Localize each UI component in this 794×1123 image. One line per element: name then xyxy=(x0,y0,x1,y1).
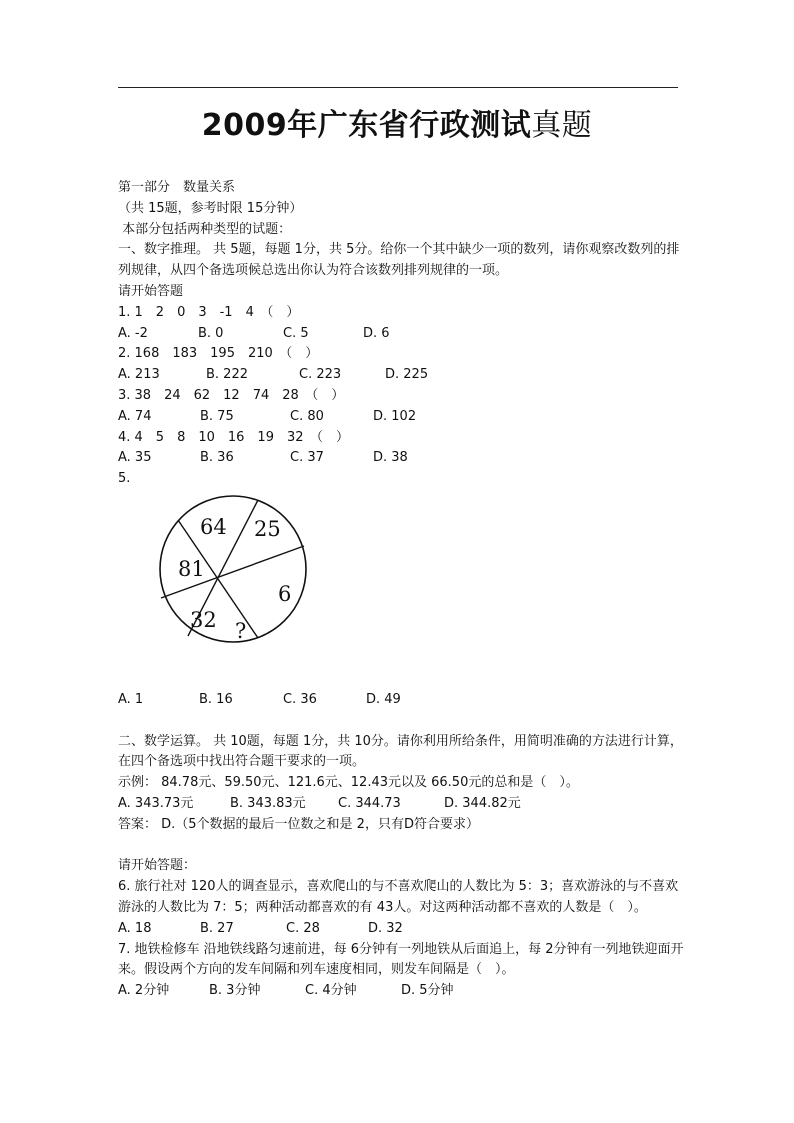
option: B. 75 xyxy=(200,408,234,424)
title-bold: 2009年广东省行政测试 xyxy=(201,108,532,143)
question-5: 5. xyxy=(118,471,131,487)
option: D. 225 xyxy=(385,367,429,383)
segment-label: 32 xyxy=(190,607,217,632)
question-2-options xyxy=(118,365,684,386)
example-answer: 答案： D.（5个数据的最后一位数之和是 2，只有D符合要求） xyxy=(118,816,479,832)
option: D. 49 xyxy=(366,691,401,707)
option: D. 32 xyxy=(368,920,403,936)
option: A. 35 xyxy=(118,450,152,466)
question-5-options xyxy=(118,690,684,711)
question-1-options xyxy=(118,324,684,345)
option: C. 80 xyxy=(290,408,324,424)
segment-label: 25 xyxy=(254,516,281,541)
question-2: 2. 168 183 195 210 （ ） xyxy=(118,346,319,362)
option: D. 344.82元 xyxy=(444,795,521,811)
section1-description: 一、数字推理。 共 5题，每题 1分，共 5分。给你一个其中缺少一项的数列，请你观察改数列的排列规律，从四个备选项候总选出你认为符合该数列排列规律的一项。 xyxy=(118,242,680,279)
option: B. 0 xyxy=(198,325,224,341)
part1-intro: 本部分包括两种类型的试题： xyxy=(118,221,292,237)
option: A. 343.73元 xyxy=(118,795,194,811)
part1-note: （共 15题，参考时限 15分钟） xyxy=(118,200,303,216)
section2-description: 二、数学运算。 共 10题，每题 1分，共 10分。请你利用所给条件，用简明准确的方法进行计算，在四个备选项中找出符合题干要求的一项。 xyxy=(118,733,683,770)
option: D. 102 xyxy=(373,408,417,424)
question-6-options xyxy=(118,919,684,940)
start-prompt: 请开始答题 xyxy=(118,283,184,299)
option: B. 36 xyxy=(200,450,234,466)
option: D. 6 xyxy=(363,325,390,341)
example-question: 示例： 84.78元、59.50元、121.6元、12.43元以及 66.50元的总和是（ ）。 xyxy=(118,775,579,791)
option: B. 16 xyxy=(199,691,233,707)
option: C. 28 xyxy=(286,920,320,936)
question-3-options xyxy=(118,407,684,428)
option: C. 36 xyxy=(283,691,317,707)
question-4-options xyxy=(118,448,684,469)
segment-label: 81 xyxy=(178,556,205,581)
question-4: 4. 4 5 8 10 16 19 32 （ ） xyxy=(118,429,350,445)
option: B. 3分钟 xyxy=(209,983,261,999)
option: B. 27 xyxy=(200,920,234,936)
question-7: 7. 地铁检修车 沿地铁线路匀速前进，每 6分钟有一列地铁从后面追上，每 2分钟有一列地铁迎面开来。假设两个方向的发车间隔和列车速度相同，则发车间隔是（ ）。 xyxy=(118,941,684,978)
option: A. 74 xyxy=(118,408,152,424)
option: A. 18 xyxy=(118,920,152,936)
document-body xyxy=(118,178,684,1002)
option: A. 213 xyxy=(118,367,160,383)
option: C. 223 xyxy=(299,367,342,383)
question-3: 3. 38 24 62 12 74 28 （ ） xyxy=(118,387,345,403)
title-normal: 真题 xyxy=(531,108,593,143)
segment-label: 6 xyxy=(278,581,292,606)
divided-circle-figure xyxy=(158,494,308,644)
question-7-options xyxy=(118,981,684,1002)
option: B. 343.83元 xyxy=(230,795,306,811)
option: B. 222 xyxy=(206,367,248,383)
option: C. 344.73 xyxy=(338,795,401,811)
question-1: 1. 1 2 0 3 -1 4 （ ） xyxy=(118,304,300,320)
question-5-figure xyxy=(118,490,684,690)
question-6: 6. 旅行社对 120人的调查显示，喜欢爬山的与不喜欢爬山的人数比为 5：3；喜欢游泳的与不喜欢游泳的人数比为 7：5；两种活动都喜欢的有 43人。对这两种活动都不喜欢的人数是（ ）。 xyxy=(118,879,679,915)
option: C. 4分钟 xyxy=(305,983,357,999)
example-options xyxy=(118,794,684,815)
option: A. 2分钟 xyxy=(118,983,170,999)
option: A. -2 xyxy=(118,325,148,341)
segment-label: 64 xyxy=(200,514,227,539)
option: C. 5 xyxy=(283,325,309,341)
start-prompt-2: 请开始答题： xyxy=(118,858,197,874)
option: D. 38 xyxy=(373,450,408,466)
option: D. 5分钟 xyxy=(401,983,454,999)
header-rule xyxy=(118,87,678,88)
segment-label: ? xyxy=(235,618,247,643)
option: C. 37 xyxy=(290,450,324,466)
document-title xyxy=(0,100,794,144)
option: A. 1 xyxy=(118,691,144,707)
part1-heading: 第一部分 数量关系 xyxy=(118,180,236,195)
